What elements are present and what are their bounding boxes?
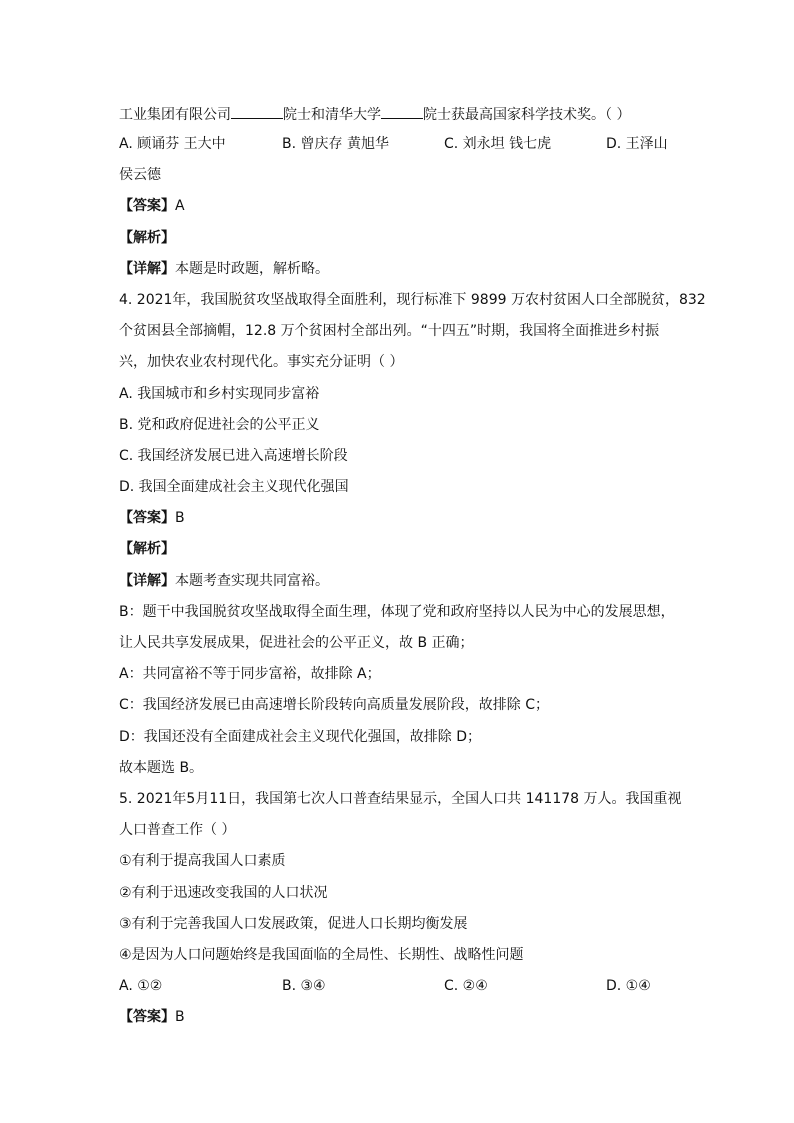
q5-stem-line-1: 5. 2021年5月11日，我国第七次人口普查结果显示，全国人口共 141178 万人。我国重视 <box>119 791 682 807</box>
q4-option-b: B. 党和政府促进社会的公平正义 <box>119 417 320 433</box>
q3-detail <box>119 259 329 279</box>
q3-stem-part2: 院士和清华大学 <box>283 107 381 123</box>
q4-answer-value: B <box>175 510 185 526</box>
q4-stem-line-3: 兴，加快农业农村现代化。事实充分证明（ ） <box>119 354 404 370</box>
q3-answer <box>119 196 185 216</box>
q3-option-d: D. 王泽山 <box>606 136 668 152</box>
q4-option-a: A. 我国城市和乡村实现同步富裕 <box>119 386 320 402</box>
q5-option-c: C. ②④ <box>444 978 488 994</box>
q3-detail-label: 【详解】 <box>119 261 175 277</box>
q4-option-c: C. 我国经济发展已进入高速增长阶段 <box>119 448 348 464</box>
q3-stem-part1: 工业集团有限公司 <box>119 107 231 123</box>
q4-detail <box>119 571 329 591</box>
q4-stem-line-1: 4. 2021年，我国脱贫攻坚战取得全面胜利，现行标准下 9899 万农村贫困人口全部脱贫，832 <box>119 292 706 308</box>
q3-answer-value: A <box>175 198 185 214</box>
q5-statement-3: ③有利于完善我国人口发展政策，促进人口长期均衡发展 <box>119 916 468 932</box>
q3-stem-part3: 院士获最高国家科学技术奖。（ ） <box>423 107 631 123</box>
q5-statement-4: ④是因为人口问题始终是我国面临的全局性、长期性、战略性问题 <box>119 947 524 963</box>
q3-answer-label: 【答案】 <box>119 198 175 214</box>
q4-stem-line-2: 个贫困县全部摘帽，12.8 万个贫困村全部出列。“十四五”时期，我国将全面推进乡村振 <box>119 323 660 339</box>
q4-explanation-line-6: 故本题选 B。 <box>119 760 204 776</box>
q5-option-b: B. ③④ <box>282 978 326 994</box>
q5-option-d: D. ①④ <box>606 978 651 994</box>
q3-blank-1 <box>231 104 283 119</box>
q3-blank-2 <box>381 104 423 119</box>
q3-option-c: C. 刘永坦 钱七虎 <box>444 136 552 152</box>
q5-option-a: A. ①② <box>119 978 163 994</box>
q3-stem <box>119 104 630 125</box>
q5-answer-label: 【答案】 <box>119 1009 175 1025</box>
q4-option-d: D. 我国全面建成社会主义现代化强国 <box>119 479 349 495</box>
q3-option-b: B. 曾庆存 黄旭华 <box>282 136 389 152</box>
q4-explanation-line-2: 让人民共享发展成果，促进社会的公平正义，故 B 正确； <box>119 635 474 651</box>
q3-detail-text: 本题是时政题，解析略。 <box>175 261 329 277</box>
q4-explanation-line-4: C：我国经济发展已由高速增长阶段转向高质量发展阶段，故排除 C； <box>119 697 549 713</box>
q3-analysis-label: 【解析】 <box>119 230 175 246</box>
q4-explanation-line-3: A：共同富裕不等于同步富裕，故排除 A； <box>119 666 381 682</box>
q5-statement-1: ①有利于提高我国人口素质 <box>119 853 286 869</box>
q4-answer-label: 【答案】 <box>119 510 175 526</box>
q3-option-d-cont: 侯云德 <box>119 167 161 183</box>
q5-stem-line-2: 人口普查工作（ ） <box>119 822 236 838</box>
q4-detail-label: 【详解】 <box>119 573 175 589</box>
q4-explanation-line-5: D：我国还没有全面建成社会主义现代化强国，故排除 D； <box>119 729 482 745</box>
q3-option-a: A. 顾诵芬 王大中 <box>119 136 226 152</box>
q4-explanation-line-1: B：题干中我国脱贫攻坚战取得全面生理，体现了党和政府坚持以人民为中心的发展思想， <box>119 604 675 620</box>
q5-statement-2: ②有利于迅速改变我国的人口状况 <box>119 885 328 901</box>
q4-answer <box>119 508 185 528</box>
q4-detail-text: 本题考查实现共同富裕。 <box>175 573 329 589</box>
q4-analysis-label: 【解析】 <box>119 541 175 557</box>
q5-answer-value: B <box>175 1009 185 1025</box>
q5-answer <box>119 1007 185 1027</box>
